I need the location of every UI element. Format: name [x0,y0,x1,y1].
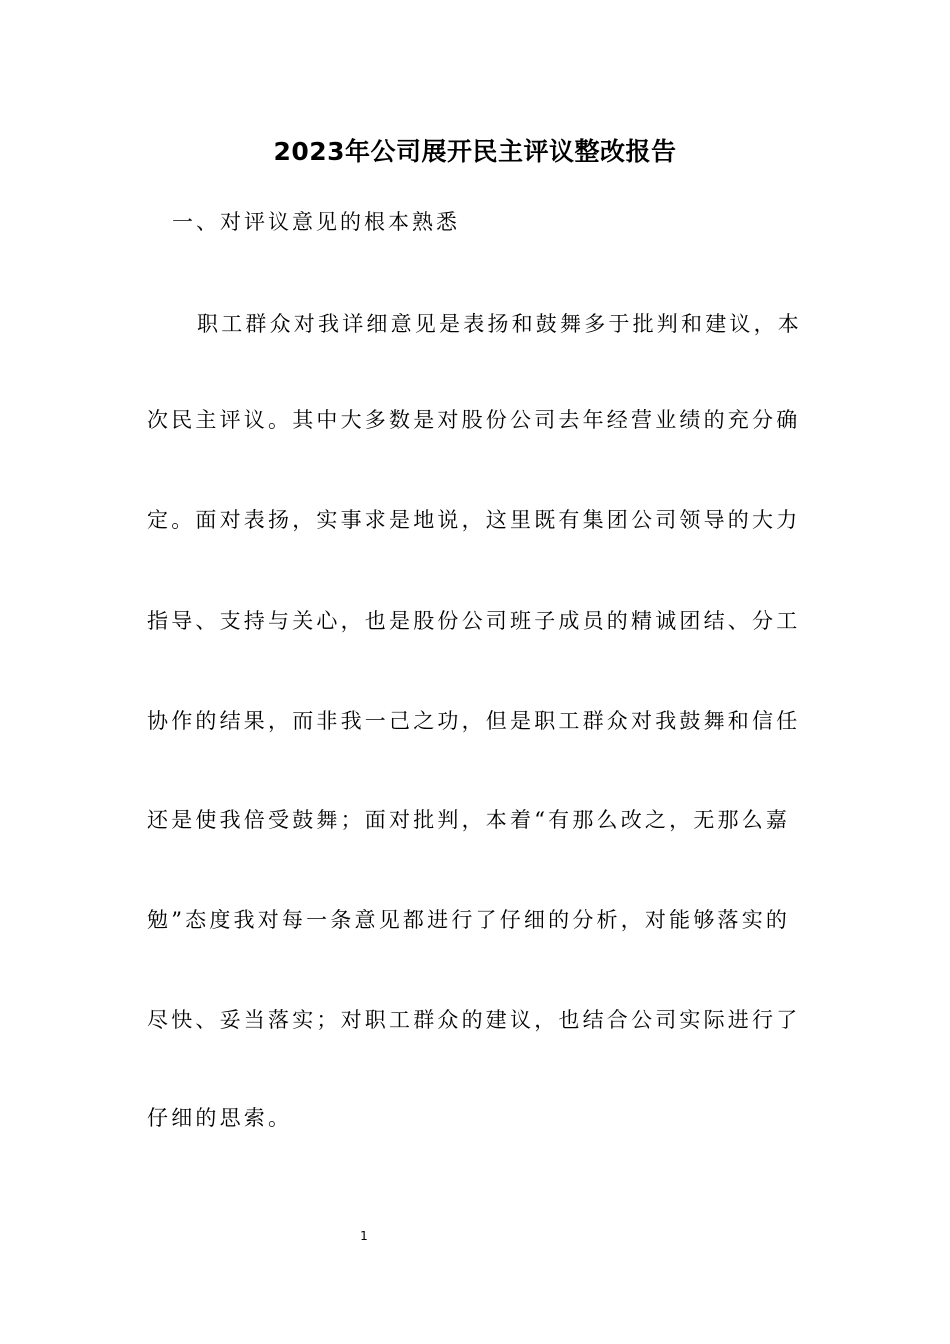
paragraph-line: 尽快、妥当落实；对职工群众的建议，也结合公司实际进行了 [147,1008,801,1032]
paragraph-line: 仔细的思索。 [147,1106,293,1130]
page-number: 1 [360,1229,368,1243]
paragraph-line: 勉”态度我对每一条意见都进行了仔细的分析，对能够落实的 [147,908,791,932]
paragraph-line: 还是使我倍受鼓舞；面对批判，本着“有那么改之，无那么嘉 [147,808,791,832]
paragraph-line: 协作的结果，而非我一己之功，但是职工群众对我鼓舞和信任 [147,709,801,733]
paragraph-line: 指导、支持与关心，也是股份公司班子成员的精诚团结、分工 [147,609,801,633]
paragraph-line: 定。面对表扬，实事求是地说，这里既有集团公司领导的大力 [147,508,801,532]
document-title: 2023年公司展开民主评议整改报告 [273,137,677,166]
section-heading: 一、对评议意见的根本熟悉 [172,210,460,234]
paragraph-line: 职工群众对我详细意见是表扬和鼓舞多于批判和建议，本 [197,312,802,336]
paragraph-line: 次民主评议。其中大多数是对股份公司去年经营业绩的充分确 [147,408,801,432]
